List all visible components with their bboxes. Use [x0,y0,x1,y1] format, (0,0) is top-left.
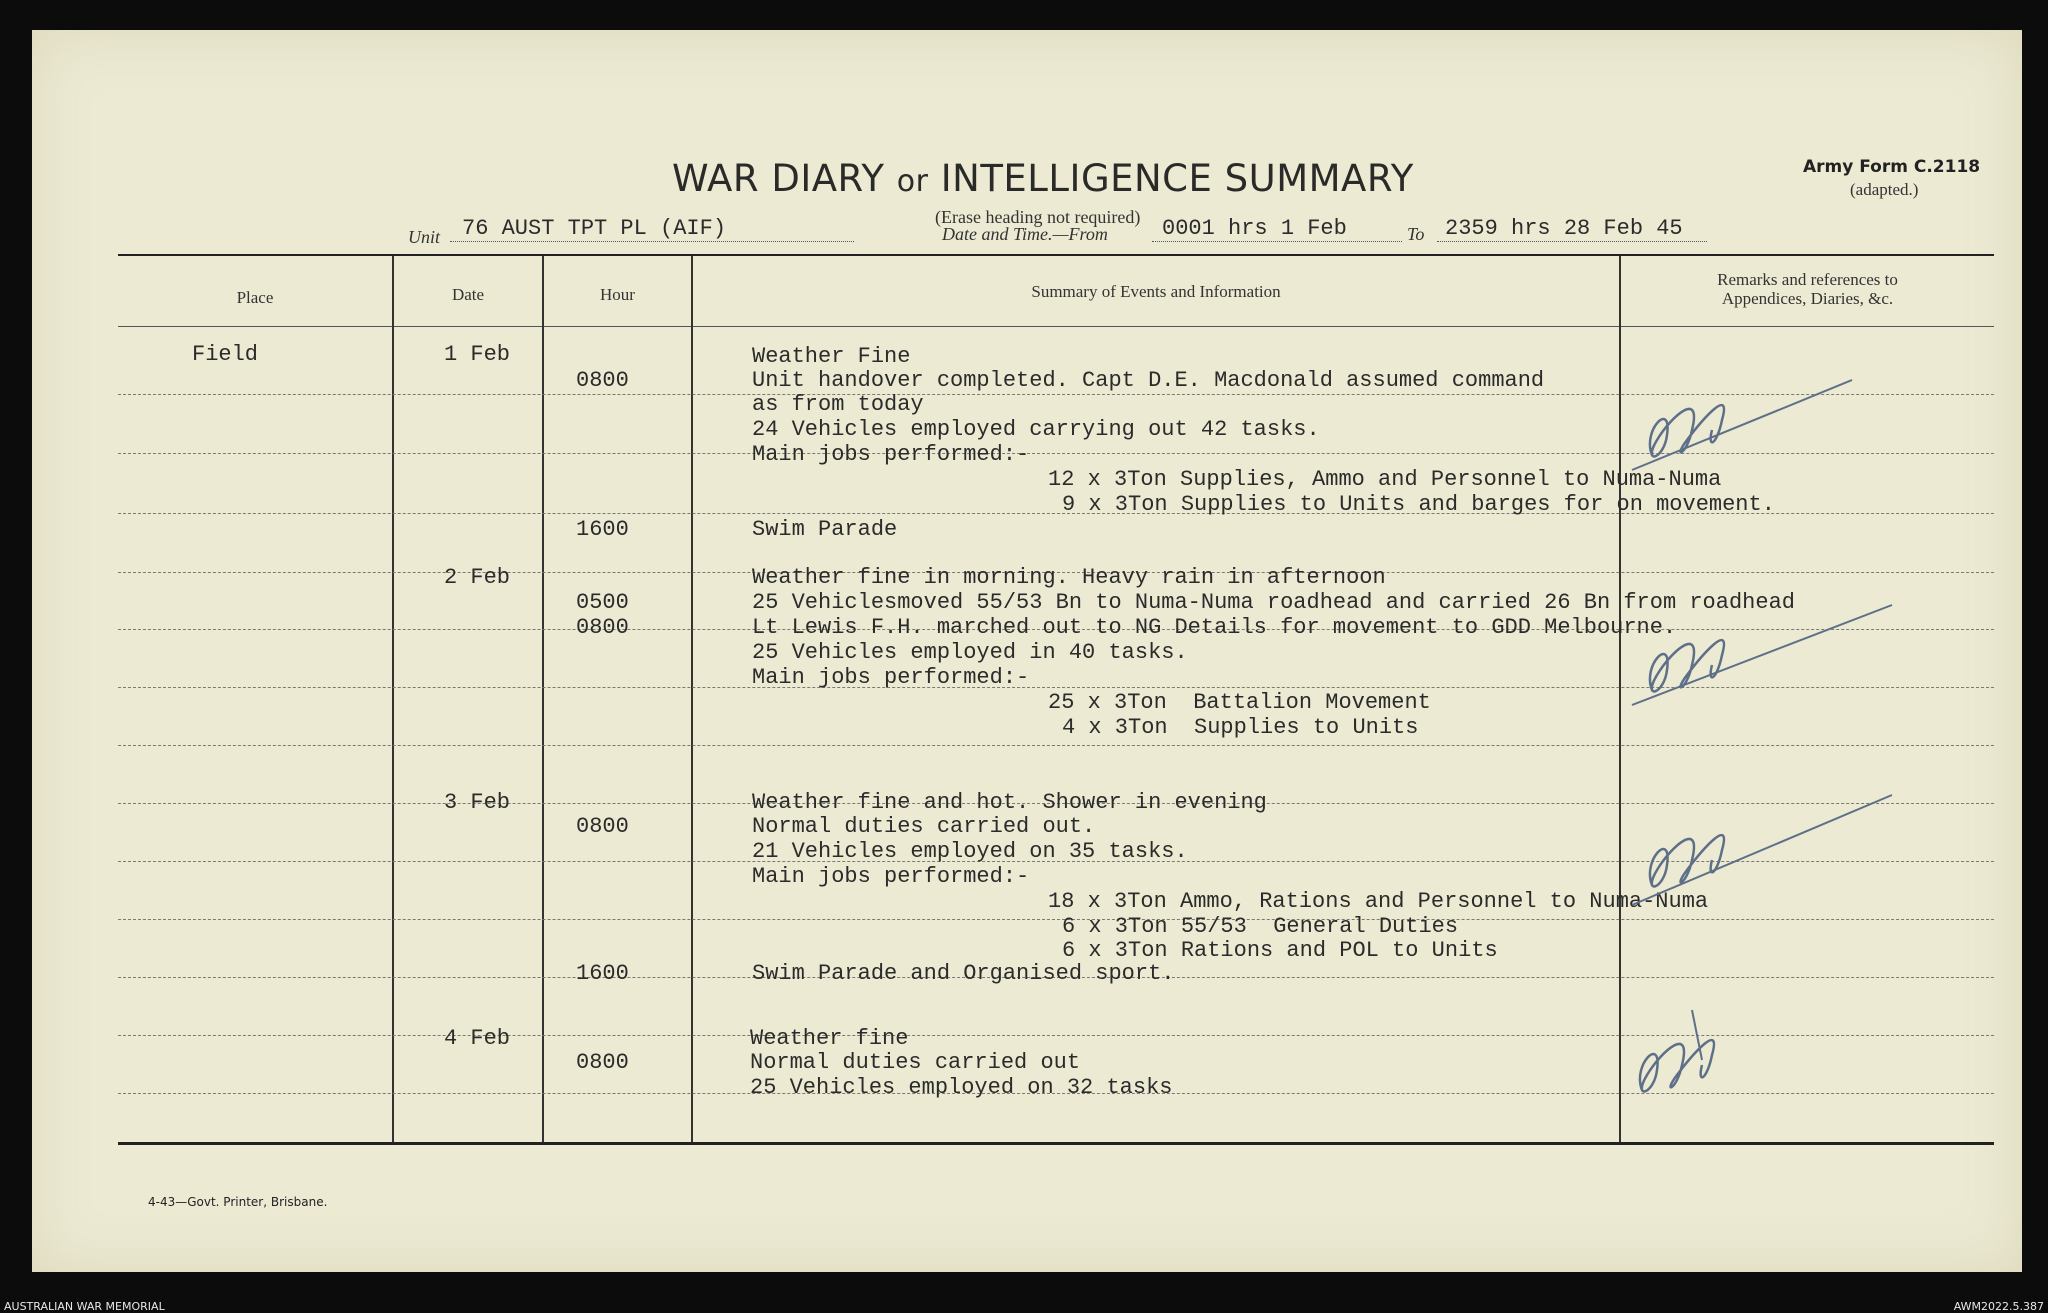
from-underline [1152,241,1402,242]
form-note: (adapted.) [1850,180,1919,199]
page-title [672,157,1414,200]
war-diary-page [32,30,2022,1272]
summary-line: Unit handover completed. Capt D.E. Macdonald assumed command [752,368,1545,393]
summary-line: 25 Vehicles employed in 40 tasks. [752,640,1188,665]
summary-line: 6 x 3Ton Rations and POL to Units [1062,938,1498,963]
summary-line: Main jobs performed:- [752,864,1030,889]
summary-line: Weather fine and hot. Shower in evening [752,790,1267,815]
to-underline [1437,241,1707,242]
summary-line: 4 x 3Ton Supplies to Units [1062,715,1419,740]
summary-line: Main jobs performed:- [752,442,1030,467]
title-part2: INTELLIGENCE SUMMARY [940,157,1414,200]
table-top-border [118,254,1994,256]
summary-line: Weather fine in morning. Heavy rain in afternoon [752,565,1386,590]
signature-initials-icon [1612,575,1912,725]
summary-line: Normal duties carried out. [752,814,1096,839]
hour-cell: 1600 [576,517,629,542]
column-header-remarks-line1: Remarks and references to [1717,270,1898,289]
title-part1: WAR DIARY [672,157,885,200]
summary-line: Weather Fine [752,344,911,369]
place-cell: Field [192,342,259,367]
summary-line: 25 Vehiclesmoved 55/53 Bn to Numa-Numa roadhead and carried 26 Bn from roadhead [752,590,1795,615]
archive-reference: AWM2022.5.387 [1953,1300,2044,1313]
hour-cell: 0800 [576,368,629,393]
summary-line: 24 Vehicles employed carrying out 42 tasks. [752,417,1320,442]
summary-line: 9 x 3Ton Supplies to Units and barges for on movement. [1062,492,1775,517]
summary-line: Weather fine [750,1026,909,1051]
period-from-label: Date and Time.—From [942,224,1108,244]
date-cell: 3 Feb [444,790,511,815]
summary-line: Lt Lewis F.H. marched out to NG Details for movement to GDD Melbourne. [752,615,1677,640]
unit-label: Unit [408,227,441,247]
unit-value: 76 AUST TPT PL (AIF) [462,216,727,241]
period-to-value: 2359 hrs 28 Feb 45 [1445,216,1683,241]
summary-line: 25 x 3Ton Battalion Movement [1048,690,1431,715]
summary-line: 6 x 3Ton 55/53 General Duties [1062,914,1459,939]
date-cell: 2 Feb [444,565,511,590]
date-cell: 1 Feb [444,342,511,367]
column-header-summary: Summary of Events and Information [1031,282,1281,301]
page-subtitle: (Erase heading not required) [935,207,1141,227]
period-to-label: To [1407,224,1425,244]
summary-line: 21 Vehicles employed on 35 tasks. [752,839,1188,864]
summary-line: 18 x 3Ton Ammo, Rations and Personnel to Numa-Numa [1048,889,1709,914]
hour-cell: 0800 [576,615,629,640]
table-bottom-border [118,1142,1994,1145]
archive-credit: AUSTRALIAN WAR MEMORIAL [4,1300,165,1313]
column-divider-date-hour [542,256,544,1142]
unit-underline [450,241,854,242]
signature-initials-icon [1612,360,1872,490]
header-divider [118,326,1994,327]
date-cell: 4 Feb [444,1026,511,1051]
summary-line: Main jobs performed:- [752,665,1030,690]
column-header-remarks-line2: Appendices, Diaries, &c. [1721,289,1894,308]
signature-initials-icon [1602,990,1802,1120]
column-header-date: Date [451,285,485,304]
form-number: Army Form C.2118 [1803,157,1981,177]
title-or: or [896,164,929,199]
period-from-value: 0001 hrs 1 Feb [1162,216,1347,241]
hour-cell: 0800 [576,1050,629,1075]
summary-line: 12 x 3Ton Supplies, Ammo and Personnel to Numa-Numa [1048,467,1722,492]
summary-line: as from today [752,392,924,417]
column-header-place: Place [236,288,274,307]
column-divider-place-date [392,256,394,1142]
printer-footer: 4-43—Govt. Printer, Brisbane. [148,1195,328,1209]
hour-cell: 1600 [576,961,629,986]
column-divider-hour-summary [691,256,693,1142]
hour-cell: 0800 [576,814,629,839]
hour-cell: 0500 [576,590,629,615]
summary-line: Swim Parade and Organised sport. [752,961,1175,986]
rule-line [118,745,1994,746]
summary-line: Normal duties carried out [750,1050,1081,1075]
column-header-hour: Hour [600,285,635,304]
summary-line: Swim Parade [752,517,898,542]
summary-line: 25 Vehicles employed on 32 tasks [750,1075,1173,1100]
signature-initials-icon [1612,770,1912,920]
